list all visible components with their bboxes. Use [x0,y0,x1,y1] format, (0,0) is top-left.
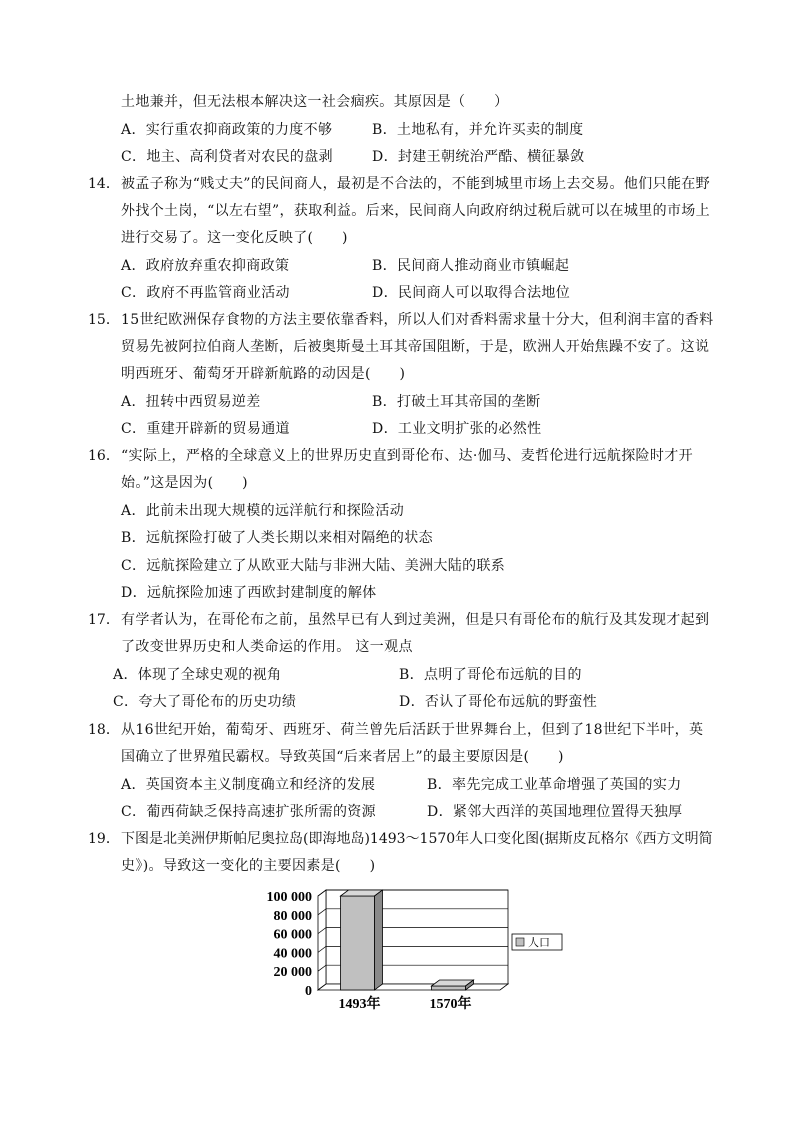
population-chart [250,884,580,1014]
q14-option-c[interactable]: C．政府不再监管商业活动 [121,285,290,301]
q15-stem-line-3: 明西班牙、葡萄牙开辟新航路的动因是( ) [121,366,406,382]
legend-label: 人口 [528,937,550,949]
bar-front [341,896,375,990]
q14-option-b[interactable]: B．民间商人推动商业市镇崛起 [372,258,570,274]
q17-option-a[interactable]: A．体现了全球史观的视角 [113,667,282,683]
q13-option-c[interactable]: C．地主、高利贷者对农民的盘剥 [121,149,333,165]
chart-bar [341,890,383,990]
q14-option-a[interactable]: A．政府放弃重农抑商政策 [121,258,290,274]
q15-stem-line-2: 贸易先被阿拉伯商人垄断，后被奥斯曼土耳其帝国阻断，于是，欧洲人开始焦躁不安了。这说 [121,339,710,355]
q14-stem-line-1: 被孟子称为“贱丈夫”的民间商人，最初是不合法的，不能到城里市场上去交易。他们只能在野 [121,176,711,192]
chart-legend [512,934,562,950]
q17-number: 17． [88,612,120,628]
q17-option-d[interactable]: D．否认了哥伦布远航的野蛮性 [399,694,598,710]
q14-number: 14． [88,176,120,192]
q14-option-d[interactable]: D．民间商人可以取得合法地位 [372,285,571,301]
chart-y-tick-label: 100 000 [266,890,312,905]
q18-stem-line-2: 国确立了世界殖民霸权。导致英国“后来者居上”的最主要原因是( ) [121,749,564,765]
q16-option-c[interactable]: C．远航探险建立了从欧亚大陆与非洲大陆、美洲大陆的联系 [121,558,506,574]
q15-option-c[interactable]: C．重建开辟新的贸易通道 [121,421,290,437]
chart-y-tick-label: 0 [305,984,312,999]
chart-x-label: 1570年 [429,997,472,1012]
chart-y-tick-label: 80 000 [273,908,312,924]
chart-x-label: 1493年 [338,997,381,1012]
legend-swatch [516,938,524,946]
q16-stem-line-2: 始。”这是因为( ) [121,475,248,491]
bar-side [375,890,383,990]
chart-side-wall [318,890,326,990]
q16-option-d[interactable]: D．远航探险加速了西欧封建制度的解体 [121,585,377,601]
q18-option-c[interactable]: C．葡西荷缺乏保持高速扩张所需的资源 [121,804,377,820]
q18-option-b[interactable]: B．率先完成工业革命增强了英国的实力 [427,777,682,793]
chart-y-tick-label: 20 000 [273,965,312,981]
chart-x-labels [339,995,472,1012]
q17-option-b[interactable]: B．点明了哥伦布远航的目的 [399,667,582,683]
q16-number: 16． [88,448,120,464]
q13-stem-tail: 土地兼并，但无法根本解决这一社会痼疾。其原因是（ ） [121,94,509,110]
q18-stem-line-1: 从16世纪开始，葡萄牙、西班牙、荷兰曾先后活跃于世界舞台上，但到了18世纪下半叶，英 [121,722,704,738]
q15-option-d[interactable]: D．工业文明扩张的必然性 [372,421,542,437]
chart-y-tick-label: 40 000 [273,946,312,962]
q13-option-a[interactable]: A．实行重农抑商政策的力度不够 [121,122,333,138]
chart-y-ticks [267,890,313,999]
q15-stem-line-1: 15世纪欧洲保存食物的方法主要依靠香料，所以人们对香料需求量十分大，但利润丰富的香料 [121,312,714,328]
q15-number: 15． [88,312,120,328]
chart-bar [432,980,474,990]
q16-option-b[interactable]: B．远航探险打破了人类长期以来相对隔绝的状态 [121,530,433,546]
q13-option-b[interactable]: B．土地私有，并允许买卖的制度 [372,122,584,138]
bar-front [432,986,466,990]
q18-option-a[interactable]: A．英国资本主义制度确立和经济的发展 [121,777,376,793]
q17-stem-line-1: 有学者认为，在哥伦布之前，虽然早已有人到过美洲，但是只有哥伦布的航行及其发现才起到 [121,612,710,628]
q14-stem-line-3: 进行交易了。这一变化反映了( ) [121,230,348,246]
q16-stem-line-1: “实际上，严格的全球意义上的世界历史直到哥伦布、达·伽马、麦哲伦进行远航探险时才开 [121,448,693,464]
q19-stem-line-2: 史》)。导致这一变化的主要因素是( ) [121,858,376,874]
q19-stem-line-1: 下图是北美洲伊斯帕尼奥拉岛(即海地岛)1493～1570年人口变化图(据斯皮瓦格尔《西方文明简 [121,831,713,847]
chart-y-tick-label: 60 000 [273,927,312,943]
q14-stem-line-2: 外找个土岗，“以左右望”，获取利益。后来，民间商人向政府纳过税后就可以在城里的市场上 [121,203,711,219]
q18-option-d[interactable]: D．紧邻大西洋的英国地理位置得天独厚 [427,804,683,820]
q13-option-d[interactable]: D．封建王朝统治严酷、横征暴敛 [372,149,585,165]
q19-number: 19． [88,831,120,847]
q17-stem-line-2: 了改变世界历史和人类命运的作用。 这一观点 [121,639,413,655]
q18-number: 18． [88,722,120,738]
q16-option-a[interactable]: A．此前未出现大规模的远洋航行和探险活动 [121,503,405,519]
q17-option-c[interactable]: C．夸大了哥伦布的历史功绩 [113,694,297,710]
q15-option-a[interactable]: A．扭转中西贸易逆差 [121,394,261,410]
q15-option-b[interactable]: B．打破土耳其帝国的垄断 [372,394,541,410]
